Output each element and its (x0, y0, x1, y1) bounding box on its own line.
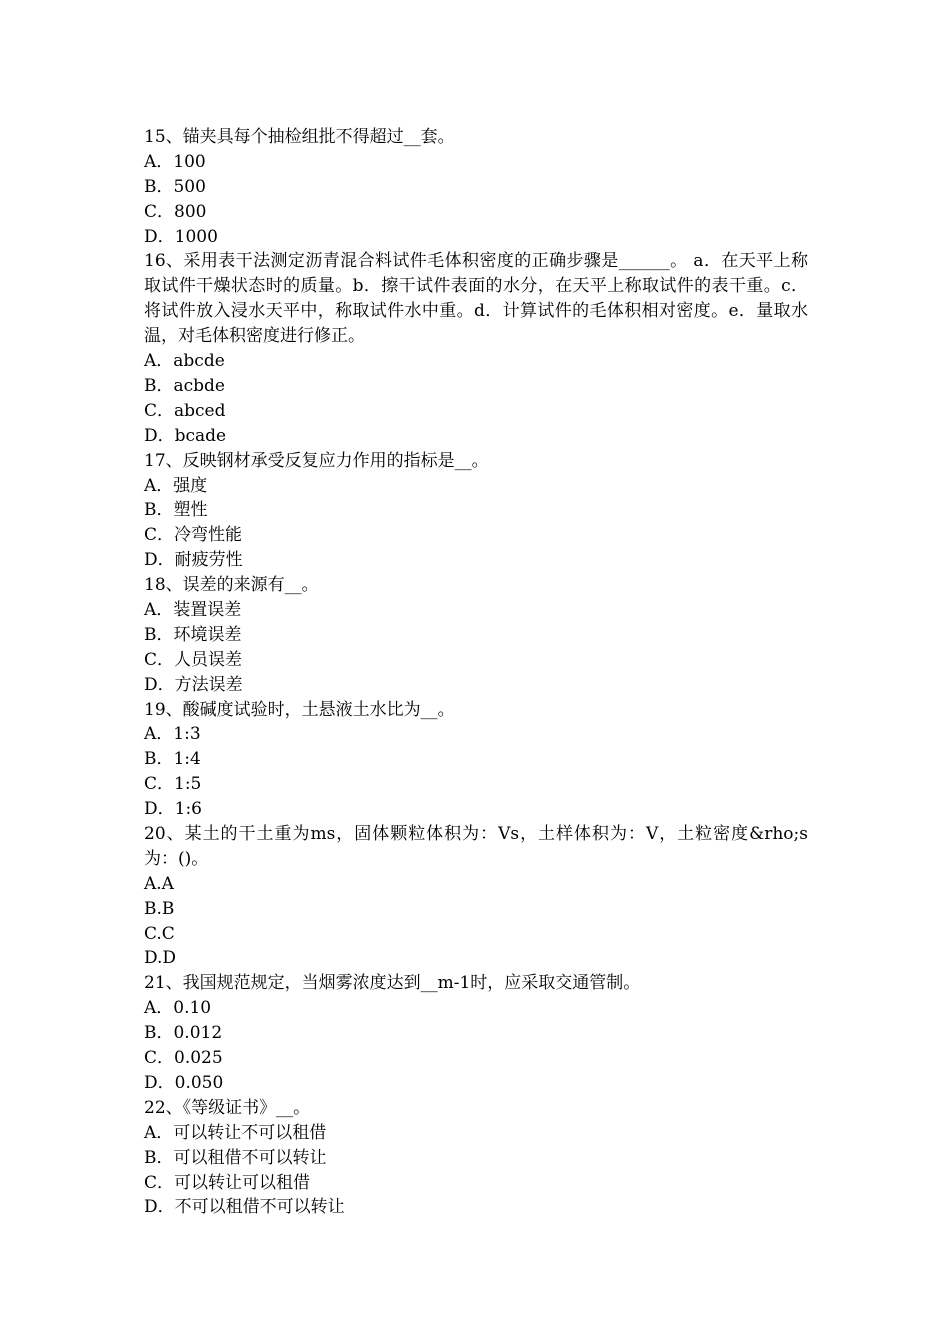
option-c: C．800 (144, 201, 207, 222)
option-d: D．0.050 (144, 1072, 224, 1093)
option-c: C．人员误差 (144, 649, 243, 670)
question-stem: 22、《等级证书》__。 (144, 1097, 311, 1118)
option-a: A．100 (144, 151, 206, 172)
question-stem: 16、采用表干法测定沥青混合料试件毛体积密度的正确步骤是______。 a．在天平上称取试件干燥状态时的质量。b．擦干试件表面的水分，在天平上称取试件的表干重。c．将试件放入浸水天平中，称取试件水中重。d．计算试件的毛体积相对密度。e．量取水温，对毛体积密度进行修正。 (144, 251, 808, 347)
option-a: A．0.10 (144, 998, 212, 1019)
question-15 (144, 125, 808, 249)
question-20 (144, 822, 808, 971)
option-b: B．塑性 (144, 500, 208, 521)
question-stem: 20、某土的干土重为ms，固体颗粒体积为：Vs，土样体积为：V，土粒密度&rho;s为：()。 (144, 824, 808, 869)
option-d: D．bcade (144, 425, 227, 446)
question-stem: 18、误差的来源有__。 (144, 575, 319, 596)
option-b: B．环境误差 (144, 624, 242, 645)
question-17 (144, 449, 808, 573)
question-21 (144, 971, 808, 1095)
question-22 (144, 1096, 808, 1220)
option-a: A．可以转让不可以租借 (144, 1122, 327, 1143)
option-b: B．0.012 (144, 1023, 223, 1044)
question-list (144, 125, 808, 1220)
option-c: C．冷弯性能 (144, 525, 243, 546)
option-d: D．耐疲劳性 (144, 550, 243, 571)
option-d: D．1:6 (144, 799, 202, 820)
option-b: B．1:4 (144, 749, 201, 770)
question-16 (144, 249, 808, 448)
option-d: D．不可以租借不可以转让 (144, 1197, 345, 1218)
option-b: B．acbde (144, 375, 225, 396)
question-stem: 15、锚夹具每个抽检组批不得超过__套。 (144, 127, 455, 147)
option-a: A．1:3 (144, 724, 201, 745)
option-c: C．abced (144, 400, 226, 421)
question-18 (144, 573, 808, 697)
question-stem: 17、反映钢材承受反复应力作用的指标是__。 (144, 450, 489, 471)
option-a: A．强度 (144, 475, 208, 496)
option-b: B．可以租借不可以转让 (144, 1147, 327, 1168)
option-c: C．可以转让可以租借 (144, 1172, 311, 1193)
option-d: D.D (144, 948, 177, 969)
option-c: C．1:5 (144, 774, 202, 795)
option-d: D．1000 (144, 226, 218, 247)
question-19 (144, 698, 808, 822)
option-d: D．方法误差 (144, 674, 243, 695)
option-c: C．0.025 (144, 1048, 223, 1069)
question-stem: 21、我国规范规定，当烟雾浓度达到__m-1时，应采取交通管制。 (144, 973, 641, 994)
option-a: A.A (144, 873, 174, 894)
option-b: B．500 (144, 176, 206, 197)
option-b: B.B (144, 898, 175, 919)
option-a: A．abcde (144, 351, 225, 372)
option-a: A．装置误差 (144, 599, 242, 620)
option-c: C.C (144, 923, 175, 944)
question-stem: 19、酸碱度试验时，土悬液土水比为__。 (144, 699, 455, 720)
